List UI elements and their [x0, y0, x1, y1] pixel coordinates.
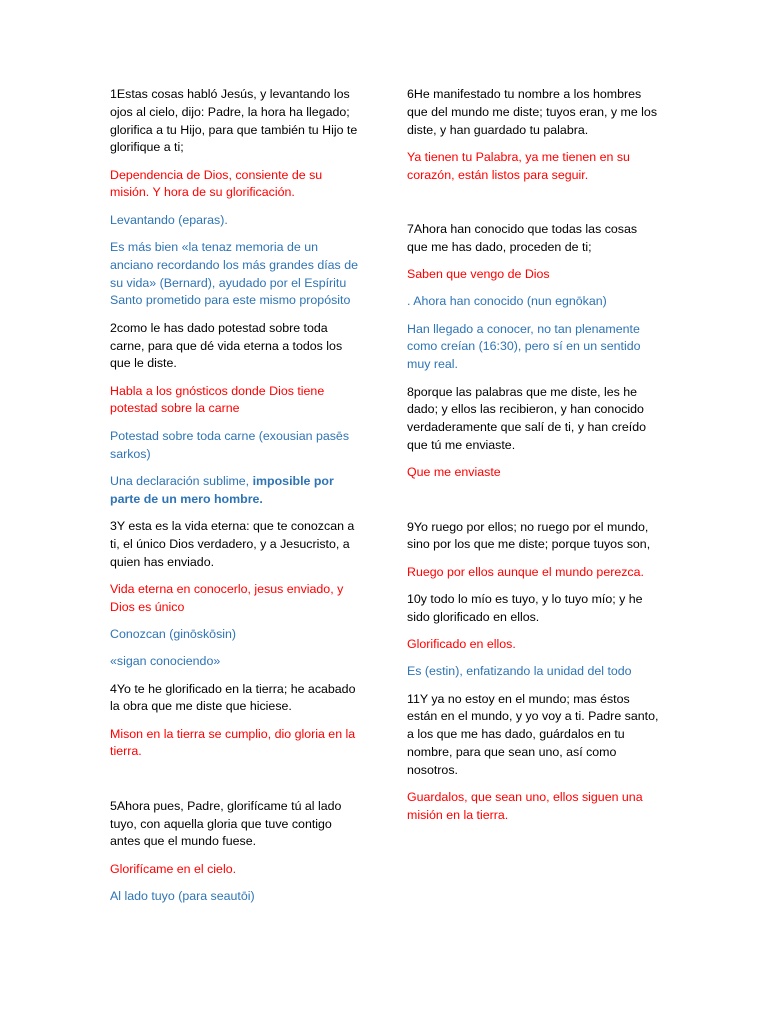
note-blue-6: «sigan conociendo» [110, 654, 221, 669]
note-blue-3: Potestad sobre toda carne (exousian pasēs sarkos) [110, 428, 350, 461]
note-red-1: Dependencia de Dios, consiente de su misión. Y hora de su glorificación. [110, 167, 323, 200]
note-red-7: Saben que vengo de Dios [407, 267, 550, 282]
note-blue-4-bold: imposible por parte de un mero hombre. [110, 473, 334, 506]
note-blue-4-text: Una declaración sublime, [110, 473, 253, 488]
verse-3: 3Y esta es la vida eterna: que te conozcan a ti, el único Dios verdadero, y a Jesucristo, a quien has enviado. [110, 518, 355, 569]
verse-4: 4Yo te he glorificado en la tierra; he acabado la obra que me diste que hiciese. [110, 681, 356, 714]
verse-7: 7Ahora han conocido que todas las cosas que me has dado, proceden de ti; [407, 221, 638, 254]
note-red-2: Habla a los gnósticos donde Dios tiene potestad sobre la carne [110, 383, 325, 416]
verse-5: 5Ahora pues, Padre, glorifícame tú al lado tuyo, con aquella gloria que tuve contigo antes que el mundo fuese. [110, 798, 342, 849]
right-column [407, 86, 659, 834]
note-red-11: Guardalos, que sean uno, ellos siguen una misión en la tierra. [407, 790, 643, 822]
note-red-4: Mison en la tierra se cumplio, dio gloria en la tierra. [110, 726, 356, 759]
verse-8: 8porque las palabras que me diste, les he dado; y ellos las recibieron, y han conocido verdaderamente que salí de ti, y han creído que tú me enviaste. [407, 384, 647, 452]
verse-10: 10y todo lo mío es tuyo, y lo tuyo mío; y he sido glorificado en ellos. [407, 591, 643, 624]
note-blue-4 [110, 473, 362, 509]
note-blue-2: Es más bien «la tenaz memoria de un anciano recordando los más grandes días de su vida» (Bernard), ayudado por el Espíritu Santo prometido para este mismo propósito [110, 240, 358, 308]
spacer [110, 771, 362, 798]
note-red-6: Ya tienen tu Palabra, ya me tienen en su corazón, están listos para seguir. [407, 149, 630, 182]
note-red-10: Glorificado en ellos. [407, 637, 516, 652]
note-red-3: Vida eterna en conocerlo, jesus enviado, y Dios es único [110, 581, 344, 614]
note-blue-10: Es (estin), enfatizando la unidad del todo [407, 664, 632, 679]
note-blue-1: Levantando (eparas). [110, 212, 228, 227]
note-blue-8: . Ahora han conocido (nun egnōkan) [407, 294, 607, 309]
verse-9: 9Yo ruego por ellos; no ruego por el mundo, sino por los que me diste; porque tuyos son, [407, 519, 651, 552]
note-red-5: Glorifícame en el cielo. [110, 861, 237, 876]
left-column [110, 86, 362, 915]
note-blue-5: Conozcan (ginōskōsin) [110, 626, 237, 641]
verse-6: 6He manifestado tu nombre a los hombres que del mundo me diste; tuyos eran, y me los diste, y han guardado tu palabra. [407, 87, 658, 137]
verse-2: 2como le has dado potestad sobre toda carne, para que dé vida eterna a todos los que le diste. [110, 320, 343, 371]
note-red-8: Que me enviaste [407, 465, 501, 480]
verse-1: 1Estas cosas habló Jesús, y levantando los ojos al cielo, dijo: Padre, la hora ha llegado; glorifica a tu Hijo, para que también tu Hijo te glorifique a ti; [110, 87, 358, 155]
note-blue-7: Al lado tuyo (para seautōi) [110, 888, 255, 903]
spacer [407, 194, 659, 221]
note-blue-9: Han llegado a conocer, no tan plenamente como creían (16:30), pero sí en un sentido muy real. [407, 321, 641, 372]
spacer [407, 492, 659, 519]
note-red-9: Ruego por ellos aunque el mundo perezca. [407, 564, 644, 579]
verse-11: 11Y ya no estoy en el mundo; mas éstos están en el mundo, y yo voy a ti. Padre santo, a los que me has dado, guárdalos en tu nombre, para que sean uno, así como nosotros. [407, 691, 659, 777]
